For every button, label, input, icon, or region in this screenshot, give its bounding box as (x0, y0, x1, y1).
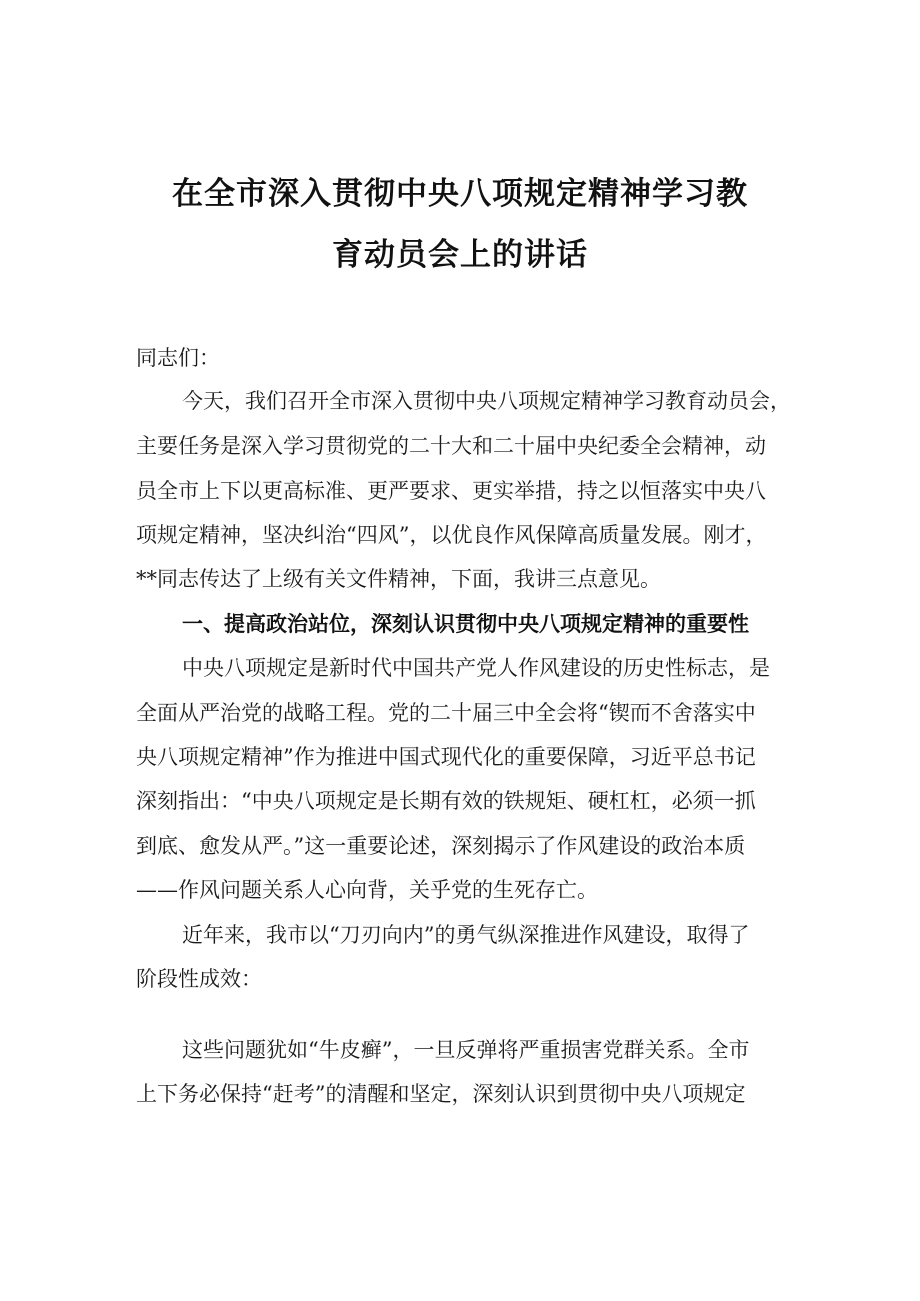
paragraph-line: 阶段性成效： (136, 967, 262, 991)
document-title-line-1: 在全市深入贯彻中央八项规定精神学习教 (172, 176, 748, 212)
document-title-line-2: 育动员会上的讲话 (332, 237, 588, 273)
paragraph-line: 近年来，我市以“刀刃向内”的勇气纵深推进作风建设，取得了 (182, 923, 750, 947)
paragraph-line: ——作风问题关系人心向背，关乎党的生死存亡。 (136, 878, 598, 902)
paragraph-line: **同志传达了上级有关文件精神，下面，我讲三点意见。 (136, 567, 661, 591)
paragraph-line: 全面从严治党的战略工程。党的二十届三中全会将“锲而不舍落实中 (136, 701, 756, 725)
section-heading: 一、提高政治站位，深刻认识贯彻中央八项规定精神的重要性 (182, 611, 749, 636)
paragraph-line: 今天，我们召开全市深入贯彻中央八项规定精神学习教育动员会， (182, 389, 791, 413)
paragraph-line: 中央八项规定是新时代中国共产党人作风建设的历史性标志，是 (182, 656, 770, 680)
salutation: 同志们： (136, 346, 220, 370)
paragraph-line: 员全市上下以更高标准、更严要求、更实举措，持之以恒落实中央八 (136, 479, 766, 503)
paragraph-line: 这些问题犹如“牛皮癣”，一旦反弹将严重损害党群关系。全市 (182, 1038, 750, 1062)
paragraph-line: 项规定精神，坚决纠治“四风”，以优良作风保障高质量发展。刚才， (136, 523, 767, 547)
paragraph-line: 主要任务是深入学习贯彻党的二十大和二十届中央纪委全会精神，动 (136, 434, 766, 458)
paragraph-line: 深刻指出：“中央八项规定是长期有效的铁规矩、硬杠杠，必须一抓 (136, 789, 756, 813)
paragraph-line: 上下务必保持“赶考”的清醒和坚定，深刻认识到贯彻中央八项规定 (136, 1082, 746, 1106)
paragraph-line: 央八项规定精神”作为推进中国式现代化的重要保障，习近平总书记 (136, 745, 756, 769)
paragraph-line: 到底、愈发从严。”这一重要论述，深刻揭示了作风建设的政治本质 (136, 834, 746, 858)
